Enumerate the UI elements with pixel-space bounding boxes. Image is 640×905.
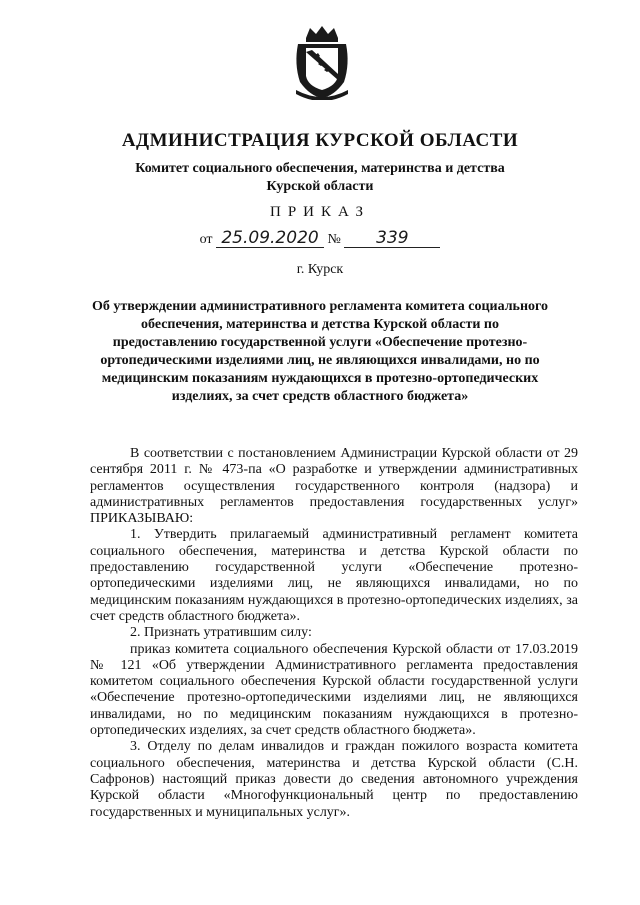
intro-paragraph: В соответствии с постановлением Администрации Курской области от 29 сентября 2011 г. № 473-па «О разработке и утверждении административных регламентов осуществления государственного контроля (надзора) и административных регламентов предоставления государственных услуг» ПРИКАЗЫВАЮ: bbox=[90, 446, 578, 527]
coat-of-arms-icon bbox=[292, 24, 352, 100]
order-body bbox=[90, 446, 578, 821]
order-number: 339 bbox=[344, 229, 440, 248]
number-label: № bbox=[327, 232, 341, 247]
department-line-1: Комитет социального обеспечения, материнства и детства bbox=[135, 161, 505, 176]
organization-title: АДМИНИСТРАЦИЯ КУРСКОЙ ОБЛАСТИ bbox=[121, 130, 519, 151]
from-label: от bbox=[199, 232, 213, 247]
item-3-paragraph: 3. Отделу по делам инвалидов и граждан пожилого возраста комитета социального обеспечения, материнства и детства Курской области (С.Н. Сафронов) настоящий приказ довести до сведения автономного учреждения Курской области «Многофункциональный центр по предоставлению государственных и муниципальных услуг». bbox=[90, 739, 578, 820]
item-2-text-paragraph: приказ комитета социального обеспечения Курской области от 17.03.2019 № 121 «Об утверждении Административного регламента предоставления комитетом социального обеспечения Курской области государственной услуги «Обеспечение протезно-ортопедическими изделиями лиц, не являющихся инвалидами, но по медицинским показаниям нуждающихся в протезно-ортопедических изделиях, за счет средств областного бюджета». bbox=[90, 641, 578, 739]
order-subject: Об утверждении административного регламента комитета социального обеспечения, материнства и детства Курской области по предоставлению государственной услуги «Обеспечение протезно-ортопедическими изделиями лиц, не являющихся инвалидами, но по медицинским показаниям нуждающихся в протезно-ортопедических изделиях, за счет средств областного бюджета» bbox=[91, 299, 549, 404]
order-date: 25.09.2020 bbox=[216, 229, 324, 248]
item-2-paragraph: 2. Признать утратившим силу: bbox=[130, 625, 312, 641]
department-line-2: Курской области bbox=[266, 179, 374, 194]
department-name bbox=[0, 160, 640, 196]
city: г. Курск bbox=[296, 262, 344, 277]
item-1-paragraph: 1. Утвердить прилагаемый административный регламент комитета социального обеспечения, материнства и детства Курской области по предоставлению государственной услуги «Обеспечение протезно-ортопедическими изделиями лиц, не являющихся инвалидами, но по медицинским показаниям нуждающихся в протезно-ортопедических изделиях, за счет средств областного бюджета». bbox=[90, 527, 578, 624]
order-date-number-line bbox=[0, 229, 640, 248]
order-heading: ПРИКАЗ bbox=[270, 204, 370, 220]
